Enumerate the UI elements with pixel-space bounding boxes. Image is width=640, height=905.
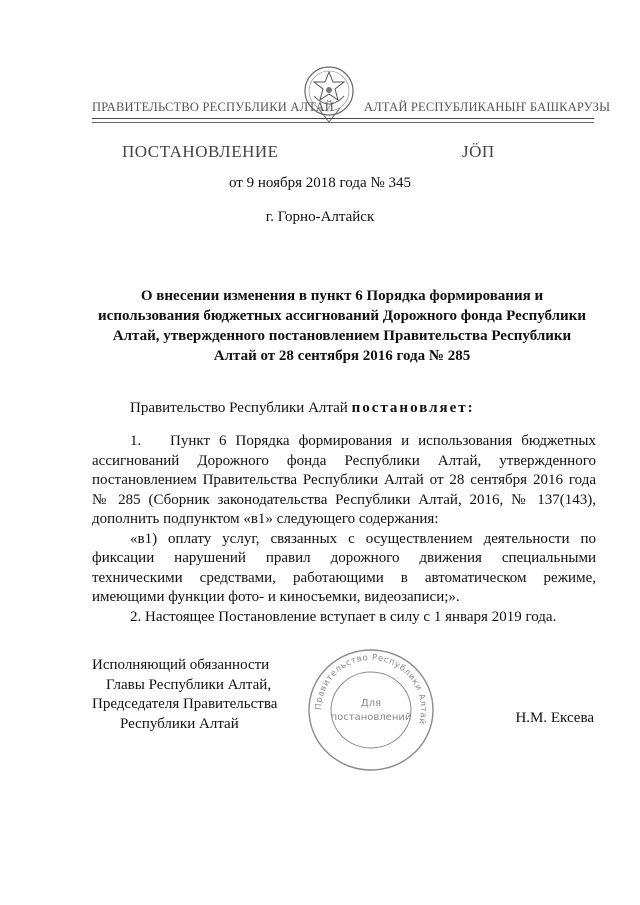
coat-of-arms-icon bbox=[300, 62, 358, 126]
doc-type-altai: ЈÖП bbox=[462, 142, 495, 161]
city: г. Горно-Алтайск bbox=[265, 209, 375, 225]
signatory-line-2: Главы Республики Алтай, bbox=[106, 676, 272, 693]
official-stamp bbox=[307, 648, 435, 772]
signatory-line-4: Республики Алтай bbox=[120, 715, 239, 732]
quote-text: «в1) оплату услуг, связанных с осуществлением деятельности по фиксации нарушений правил дорожного движения специальными техническими средствами, работающими в автоматическом режиме, имеющими функции фото- и киносъемки, видеозаписи;». bbox=[92, 530, 596, 605]
signatory-line-1: Исполняющий обязанности bbox=[92, 657, 270, 673]
intro-verb: постановляет: bbox=[351, 400, 475, 416]
stamp-center-line-2: постановлений bbox=[330, 712, 412, 723]
paragraph-2-number: 2. bbox=[130, 608, 142, 625]
doc-type: ПОСТАНОВЛЕНИЕ bbox=[122, 142, 279, 161]
paragraph-2 bbox=[92, 608, 596, 628]
signatory-title bbox=[92, 656, 292, 734]
intro-line bbox=[130, 400, 475, 417]
header-rule bbox=[92, 118, 594, 119]
paragraph-1-number: 1. bbox=[130, 433, 142, 449]
intro-lead: Правительство Республики Алтай bbox=[130, 400, 348, 416]
stamp-ring-text: Правительство Республики Алтай bbox=[313, 652, 429, 726]
stamp-center-line-1: Для bbox=[360, 698, 382, 709]
document-title: О внесении изменения в пункт 6 Порядка формирования и использования бюджетных ассигнований Дорожного фонда Республики Алтай, утвержденного постановлением Правительства Республики Алтай от 28 сентября 2016 года № 285 bbox=[98, 288, 586, 364]
header-rule-thin bbox=[92, 122, 594, 123]
document-body bbox=[92, 432, 596, 627]
date-number: от 9 ноября 2018 года № 345 bbox=[229, 175, 411, 191]
paragraph-2-text: Настоящее Постановление вступает в силу с 1 января 2019 года. bbox=[145, 608, 557, 625]
header-right: АЛТАЙ РЕСПУБЛИКАНЫҤ БАШКАРУЗЫ bbox=[364, 100, 611, 114]
signatory-line-3: Председателя Правительства bbox=[92, 696, 278, 712]
signatory-name: Н.М. Ексева bbox=[515, 710, 594, 726]
paragraph-1 bbox=[92, 432, 596, 530]
header-left: ПРАВИТЕЛЬСТВО РЕСПУБЛИКИ АЛТАЙ bbox=[92, 100, 334, 114]
paragraph-1-quote bbox=[92, 530, 596, 608]
paragraph-1-text: Пункт 6 Порядка формирования и использования бюджетных ассигнований Дорожного фонда Республики Алтай, утвержденного постановлением Правительства Республики Алтай от 28 сентября 2016 года № 285 (Сборник законодательства Республики Алтай, 2016, № 137(143), дополнить подпунктом «в1» следующего содержания: bbox=[92, 433, 596, 527]
